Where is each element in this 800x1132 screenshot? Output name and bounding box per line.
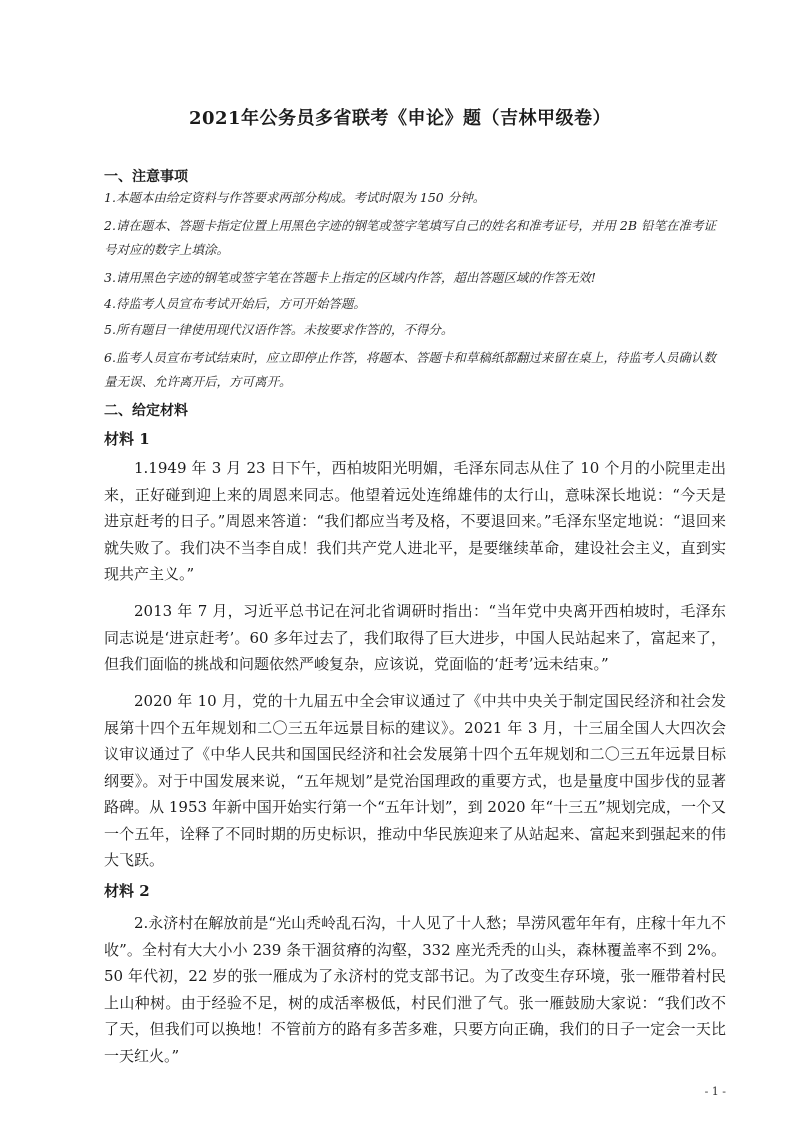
materials-heading: 二、给定材料: [104, 403, 188, 419]
notice-heading: 一、注意事项: [104, 169, 188, 185]
material-2-paragraph-1: 2.永济村在解放前是“光山秃岭乱石沟，十人见了十人愁；旱涝风雹年年有，庄稼十年九不收”。全村有大大小小 239 条干涸贫瘠的沟壑，332 座光秃秃的山头，森林覆盖率不到 2%。50 年代初，22 岁的张一雁成为了永济村的党支部书记。为了改变生存环境，张一雁带着村民上山种树。由于经验不足，树的成活率极低，村民们泄了气。张一雁鼓励大家说：“我们改不了天，但我们可以换地！不管前方的路有多苦多难，只要方向正确，我们的日子一定会一天比一天红火。”: [104, 914, 726, 1065]
notice-item-2: 2.请在题本、答题卡指定位置上用黑色字迹的钢笔或签字笔填写自己的姓名和准考证号，并用 2B 铅笔在准考证号对应的数字上填涂。: [104, 218, 717, 257]
material-2-heading: 材料 2: [104, 882, 150, 900]
notice-item-6: 6.监考人员宣布考试结束时，应立即停止作答，将题本、答题卡和草稿纸都翻过来留在桌上，待监考人员确认数量无误、允许离开后，方可离开。: [104, 350, 716, 389]
notice-item-4: 4.待监考人员宣布考试开始后，方可开始答题。: [104, 296, 366, 311]
page-number: - 1 -: [704, 1085, 726, 1098]
material-1-paragraph-2: 2013 年 7 月，习近平总书记在河北省调研时指出：“当年党中央离开西柏坡时，毛泽东同志说是‘进京赶考’。60 多年过去了，我们取得了巨大进步，中国人民站起来了，富起来了，但我们面临的挑战和问题依然严峻复杂，应该说，党面临的‘赶考’远未结束。”: [104, 602, 726, 673]
material-1-heading: 材料 1: [104, 430, 150, 448]
notice-item-5: 5.所有题目一律使用现代汉语作答。未按要求作答的，不得分。: [104, 322, 454, 337]
material-1-paragraph-3: 2020 年 10 月，党的十九届五中全会审议通过了《中共中央关于制定国民经济和社会发展第十四个五年规划和二〇三五年远景目标的建议》。2021 年 3 月，十三届全国人大四次会议审议通过了《中华人民共和国国民经济和社会发展第十四个五年规划和二〇三五年远景目标纲要》。对于中国发展来说，“五年规划”是党治国理政的重要方式，也是量度中国步伐的显著路碑。从 1953 年新中国开始实行第一个“五年计划”，到 2020 年“十三五”规划完成，一个又一个五年，诠释了不同时期的历史标识，推动中华民族迎来了从站起来、富起来到强起来的伟大飞跃。: [104, 692, 726, 869]
material-1-paragraph-1: 1.1949 年 3 月 23 日下午，西柏坡阳光明媚，毛泽东同志从住了 10 个月的小院里走出来，正好碰到迎上来的周恩来同志。他望着远处连绵雄伟的太行山，意味深长地说：“今天是进京赶考的日子。”周恩来答道：“我们都应当考及格，不要退回来。”毛泽东坚定地说：“退回来就失败了。我们决不当李自成！我们共产党人进北平，是要继续革命，建设社会主义，直到实现共产主义。”: [104, 459, 726, 583]
notice-item-3: 3.请用黑色字迹的钢笔或签字笔在答题卡上指定的区域内作答，超出答题区域的作答无效!: [104, 270, 596, 285]
document-title: 2021年公务员多省联考《申论》题（吉林甲级卷）: [188, 108, 612, 129]
notice-item-1: 1.本题本由给定资料与作答要求两部分构成。考试时限为 150 分钟。: [104, 190, 486, 205]
